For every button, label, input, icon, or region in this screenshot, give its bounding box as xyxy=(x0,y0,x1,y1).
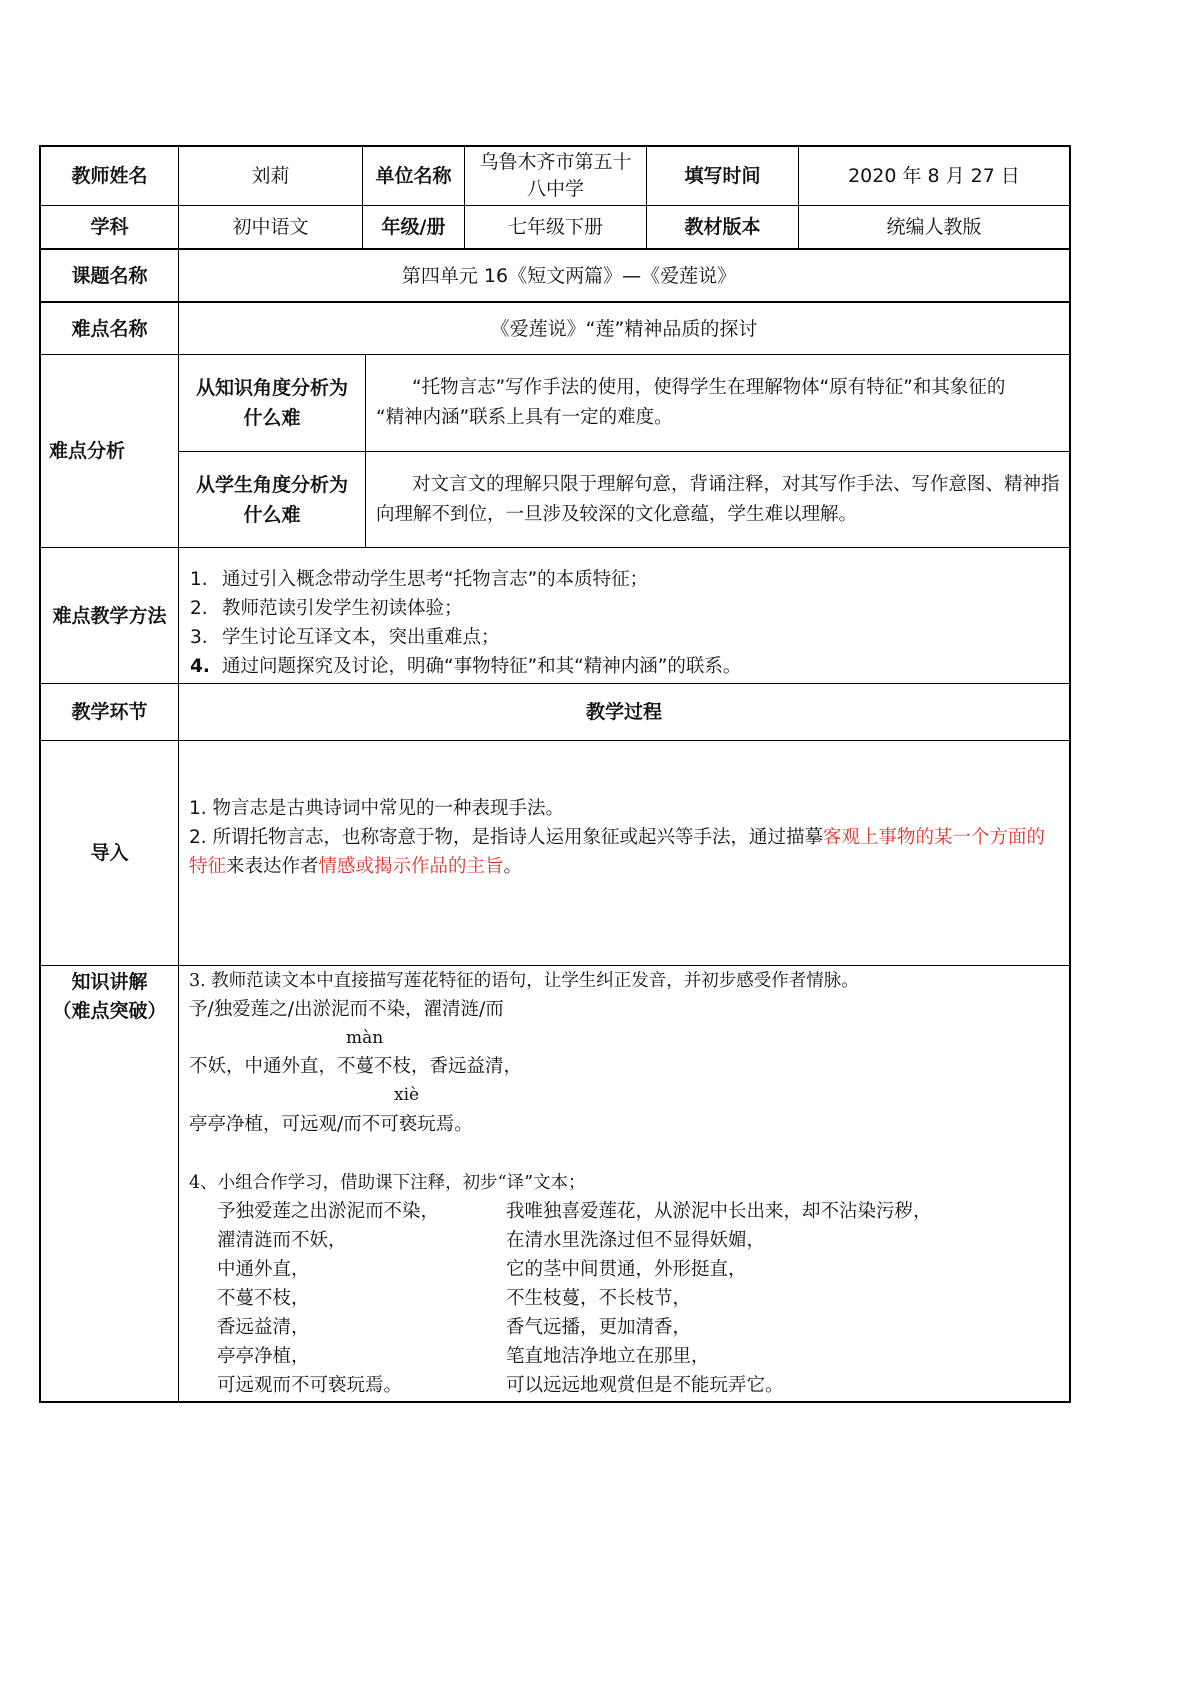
pair-translation-6: 笔直地洁净地立在那里， xyxy=(506,1346,710,1367)
intro-label: 导入 xyxy=(90,842,129,864)
unit-name-line1: 乌鲁木齐市第五十 xyxy=(479,151,632,173)
intro-line-3-red1: 特征 xyxy=(189,856,227,877)
table-border-right xyxy=(1069,145,1071,1403)
methods-label: 难点教学方法 xyxy=(52,604,167,627)
pair-translation-1: 我唯独喜爱莲花，从淤泥中长出来，却不沾染污秽， xyxy=(506,1201,932,1222)
pair-original-2: 濯清涟而不妖， xyxy=(217,1230,347,1251)
pair-translation-3: 它的茎中间贯通，外形挺直， xyxy=(506,1259,747,1280)
fill-date-value: 2020 年 8 月 27 日 xyxy=(848,165,1020,187)
unit-name-line2: 八中学 xyxy=(526,178,584,200)
analysis-label: 难点分析 xyxy=(49,440,126,462)
student-angle-label xyxy=(179,452,365,547)
intro-line-2-red: 客观上事物的某一个方面的 xyxy=(823,827,1046,848)
knowledge-angle-line1: 从知识角度分析为 xyxy=(195,377,348,399)
teacher-name-value: 刘莉 xyxy=(251,165,290,187)
fill-date-label: 填写时间 xyxy=(684,165,761,187)
col-divider xyxy=(365,354,366,548)
pair-original-4: 不蔓不枝， xyxy=(217,1288,310,1309)
method-text-3: 学生讨论互译文本，突出重难点； xyxy=(222,627,500,648)
grade-label: 年级/册 xyxy=(381,216,446,238)
pair-original-6: 亭亭净植， xyxy=(217,1346,310,1367)
method-num-4: 4. xyxy=(190,656,210,677)
difficulty-label: 难点名称 xyxy=(71,317,148,340)
knowledge-label-line1: 知识讲解 xyxy=(71,971,148,993)
method-text-2: 教师范读引发学生初读体验； xyxy=(222,598,463,619)
unit-name-label: 单位名称 xyxy=(375,165,452,187)
knowledge-angle-text-2: “精神内涵”联系上具有一定的难度。 xyxy=(376,407,673,428)
subject-value: 初中语文 xyxy=(232,216,309,238)
difficulty-value: 《爱莲说》“莲”精神品质的探讨 xyxy=(490,317,758,340)
student-angle-text-1: 对文言文的理解只限于理解句意，背诵注释，对其写作手法、写作意图、精神指 xyxy=(412,474,1060,495)
knowledge-angle-line2: 什么难 xyxy=(243,407,301,429)
teacher-name-label: 教师姓名 xyxy=(71,165,148,187)
knowledge-angle-text-1: “托物言志”写作手法的使用，使得学生在理解物体“原有特征”和其象征的 xyxy=(412,377,1006,398)
table-border-bottom xyxy=(39,1401,1071,1403)
pair-translation-4: 不生枝蔓，不长枝节， xyxy=(506,1288,692,1309)
student-angle-text-2: 向理解不到位，一旦涉及较深的文化意蕴，学生难以理解。 xyxy=(376,504,858,525)
edition-value: 统编人教版 xyxy=(886,216,982,238)
teaching-process-label: 教学过程 xyxy=(585,701,662,723)
teaching-phase-label: 教学环节 xyxy=(71,701,148,723)
topic-label: 课题名称 xyxy=(71,264,148,287)
knowledge-label-line2: （难点突破） xyxy=(52,1000,167,1022)
knowledge-label xyxy=(41,966,178,1026)
intro-line-3 xyxy=(189,852,522,882)
pair-translation-5: 香气远播，更加清香， xyxy=(506,1317,692,1338)
topic-value: 第四单元 16《短文两篇》—《爱莲说》 xyxy=(401,264,737,287)
method-num-3: 3. xyxy=(190,627,208,648)
method-num-2: 2. xyxy=(190,598,208,619)
method-text-1: 通过引入概念带动学生思考“托物言志”的本质特征； xyxy=(222,569,649,590)
row-divider xyxy=(39,740,1071,741)
edition-label: 教材版本 xyxy=(684,216,761,238)
knowledge-line-1: 3. 教师范读文本中直接描写莲花特征的语句，让学生纠正发音，并初步感受作者情脉。 xyxy=(189,971,859,991)
intro-line-3-red2: 情感或揭示作品的主旨 xyxy=(318,856,504,877)
knowledge-angle-label xyxy=(179,355,365,451)
unit-name-value xyxy=(465,147,646,205)
knowledge-line-5: 4、小组合作学习，借助课下注释，初步“译”文本； xyxy=(189,1173,586,1193)
intro-line-1: 1. 物言志是古典诗词中常见的一种表现手法。 xyxy=(189,798,565,819)
method-text-4: 通过问题探究及讨论，明确“事物特征”和其“精神内涵”的联系。 xyxy=(222,656,742,677)
knowledge-line-3: 不妖，中通外直，不蔓不枝，香远益清， xyxy=(189,1056,523,1077)
intro-line-2-black: 2. 所谓托物言志，也称寄意于物，是指诗人运用象征或起兴等手法，通过描摹 xyxy=(189,827,824,848)
pair-translation-2: 在清水里洗涤过但不显得妖媚， xyxy=(506,1230,766,1251)
student-angle-line1: 从学生角度分析为 xyxy=(195,473,348,496)
knowledge-line-4: 亭亭净植，可远观/而不可亵玩焉。 xyxy=(189,1114,473,1135)
pinyin-man: màn xyxy=(346,1028,384,1048)
intro-line-3-black: 来表达作者 xyxy=(226,856,319,877)
pinyin-xie: xiè xyxy=(394,1085,420,1105)
grade-value: 七年级下册 xyxy=(507,216,603,238)
intro-line-2 xyxy=(189,823,1045,853)
method-num-1: 1. xyxy=(190,569,208,590)
intro-line-3-end: 。 xyxy=(503,856,523,877)
pair-original-5: 香远益清， xyxy=(217,1317,310,1338)
pair-original-3: 中通外直， xyxy=(217,1259,310,1280)
knowledge-line-2: 予/独爱莲之/出淤泥而不染，濯清涟/而 xyxy=(189,999,504,1020)
pair-translation-7: 可以远远地观赏但是不能玩弄它。 xyxy=(506,1375,784,1396)
student-angle-line2: 什么难 xyxy=(243,503,301,526)
row-divider xyxy=(39,547,1071,548)
pair-original-7: 可远观而不可亵玩焉。 xyxy=(217,1375,403,1396)
pair-original-1: 予独爱莲之出淤泥而不染， xyxy=(217,1201,440,1222)
subject-label: 学科 xyxy=(90,216,129,238)
